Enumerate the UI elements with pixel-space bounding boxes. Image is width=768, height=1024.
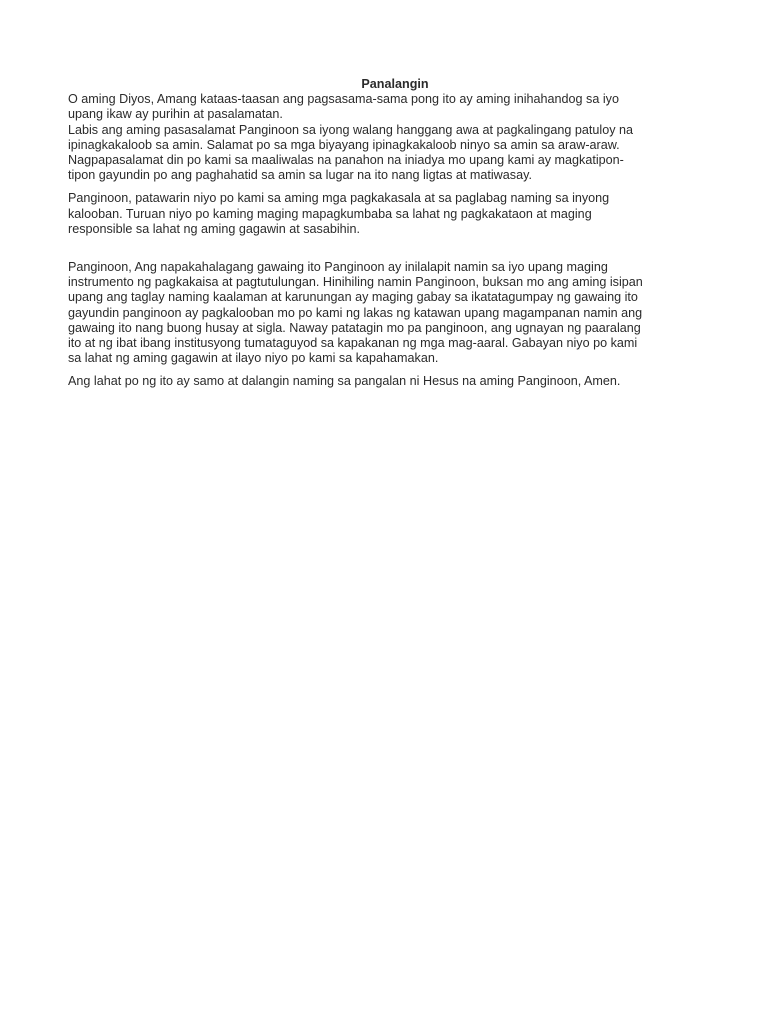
paragraph-petition: Panginoon, Ang napakahalagang gawaing ito Panginoon ay inilalapit namin sa iyo upang maging instrumento ng pagkakaisa at pagtutulungan. Hinihiling namin Panginoon, buksan mo ang aming isipan upang ang taglay naming kaalaman at karunungan ay maging gabay sa ikatatagumpay ng gawaing ito gayundin panginoon ay pagkalooban mo po kami ng lakas ng katawan upang magampanan namin ang gawaing ito nang buong husay at sigla. Naway patatagin mo pa panginoon, ang ugnayan ng paaralang ito at ng ibat ibang institusyong tumataguyod sa kapakanan ng mga mag-aaral. Gabayan niyo po kami sa lahat ng aming gagawin at ilayo niyo po kami sa kapahamakan.	[68, 260, 643, 366]
document-title: Panalangin	[361, 77, 429, 91]
paragraph-opening: O aming Diyos, Amang kataas-taasan ang pagsasama-sama pong ito ay aming inihahandog sa iyo upang ikaw ay purihin at pasalamatan. Labis ang aming pasasalamat Panginoon sa iyong walang hanggang awa at pagkalingang patuloy na ipinagkakaloob sa amin. Salamat po sa mga biyayang ipinagkakaloob ninyo sa amin sa araw-araw. Nagpapasalamat din po kami sa maaliwalas na panahon na iniadya mo upang kami ay magkatipon- tipon gayundin po ang paghahatid sa amin sa lugar na ito nang ligtas at matiwasay.	[68, 92, 634, 183]
paragraph-closing: Ang lahat po ng ito ay samo at dalangin naming sa pangalan ni Hesus na aming Panginoon, Amen.	[68, 374, 621, 389]
document-page	[68, 77, 702, 390]
paragraph-spacer	[68, 183, 702, 191]
paragraph-spacer	[68, 366, 702, 374]
paragraph-forgiveness: Panginoon, patawarin niyo po kami sa aming mga pagkakasala at sa paglabag naming sa inyong kalooban. Turuan niyo po kaming maging mapagkumbaba sa lahat ng pagkakataon at maging responsible sa lahat ng aming gagawin at sasabihin.	[68, 191, 610, 236]
paragraph-spacer	[68, 237, 702, 260]
